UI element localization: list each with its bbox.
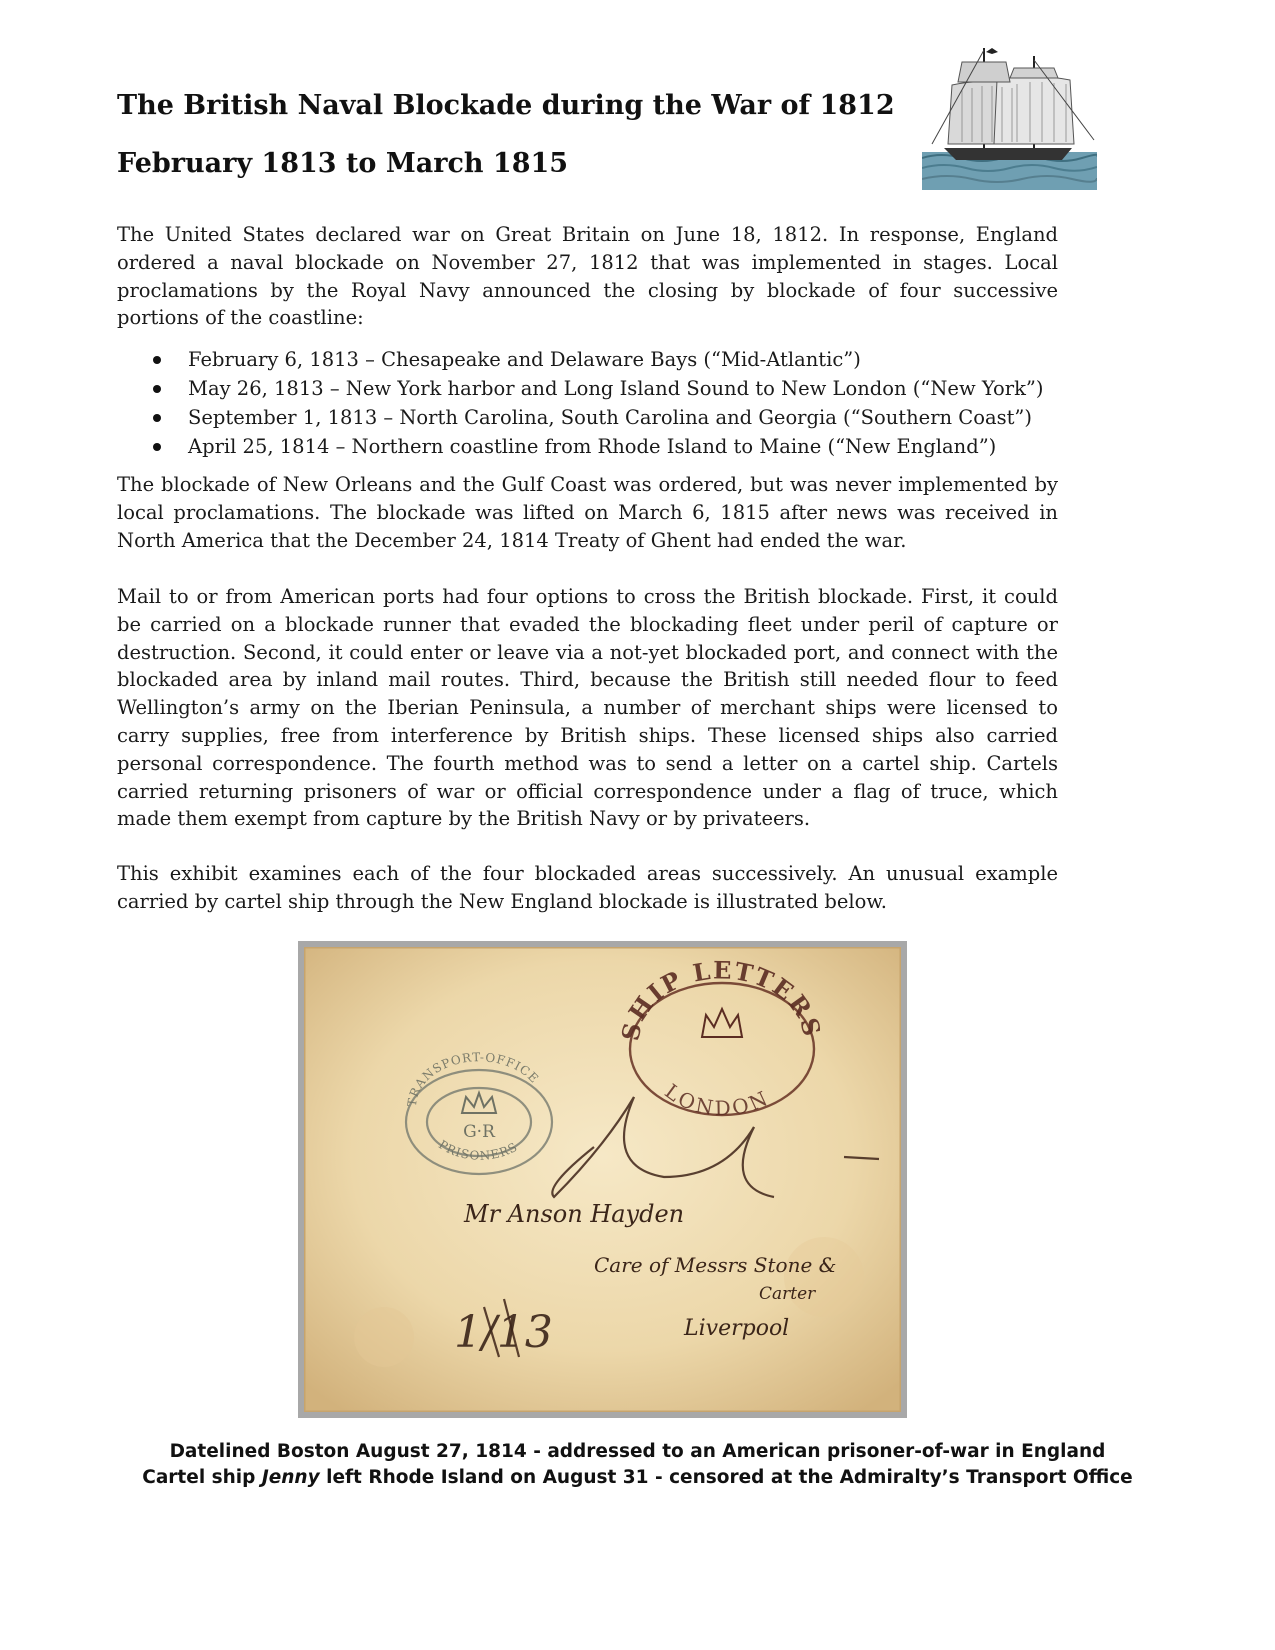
stamp-right-bottom: LONDON <box>660 1078 774 1121</box>
address-line-2: Care of Messrs Stone & <box>594 1253 837 1277</box>
exhibit-paragraph: This exhibit examines each of the four blockaded areas successively. An unusual example carried by cartel ship through the New England blockade is illustrated below. <box>117 862 1058 913</box>
stamp-monogram: G·R <box>463 1122 495 1142</box>
cover-image-frame <box>298 941 907 1418</box>
list-item: April 25, 1814 – Northern coastline from Rhode Island to Maine (“New England”) <box>150 432 1044 461</box>
rate-marking: 1/13 <box>454 1307 553 1358</box>
address-line-1: Mr Anson Hayden <box>464 1200 685 1228</box>
stamp-right-text: SHIP LETTERS <box>615 955 828 1044</box>
list-item: May 26, 1813 – New York harbor and Long Island Sound to New London (“New York”) <box>150 374 1044 403</box>
address-line-3: Carter <box>759 1284 816 1304</box>
page-title: The British Naval Blockade during the War of 1812 <box>117 90 895 121</box>
intro-paragraph: The United States declared war on Great Britain on June 18, 1812. In response, England ordered a naval blockade on November 27, 1812 that was implemented in stages. Local proclamations by the Royal Navy announced the closing by blockade of four successive portions of the coastline: <box>117 223 1058 330</box>
ship-name: Jenny <box>261 1467 320 1488</box>
blockade-lifted-paragraph: The blockade of New Orleans and the Gulf Coast was ordered, but was never implemented by local proclamations. The blockade was lifted on March 6, 1815 after news was received in North America that the December 24, 1814 Treaty of Ghent had ended the war. <box>117 473 1058 552</box>
stamp-left-text: TRANSPORT-OFFICE <box>404 1050 542 1108</box>
list-item: September 1, 1813 – North Carolina, South Carolina and Georgia (“Southern Coast”) <box>150 403 1044 432</box>
cover-caption-line-2 <box>100 1467 1175 1488</box>
list-item: February 6, 1813 – Chesapeake and Delaware Bays (“Mid-Atlantic”) <box>150 345 1044 374</box>
address-line-4: Liverpool <box>684 1316 790 1341</box>
cover-caption-line-1: Datelined Boston August 27, 1814 - addressed to an American prisoner-of-war in England <box>169 1441 1106 1462</box>
page-subtitle: February 1813 to March 1815 <box>117 148 569 179</box>
caption-text: Cartel ship <box>142 1467 262 1488</box>
sailing-ship-illustration <box>922 40 1097 190</box>
blockade-dates-list <box>150 345 1044 461</box>
postal-cover-image <box>304 947 901 1412</box>
caption-text: left Rhode Island on August 31 - censored at the Admiralty’s Transport Office <box>319 1467 1133 1488</box>
mail-options-paragraph: Mail to or from American ports had four options to cross the British blockade. First, it could be carried on a blockade runner that evaded the blockading fleet under peril of capture or destruction. Second, it could enter or leave via a not-yet blockaded port, and connect with the blockaded area by inland mail routes. Third, because the British still needed flour to feed Wellington’s army on the Iberian Peninsula, a number of merchant ships were licensed to carry supplies, free from interference by British ships. These licensed ships also carried personal correspondence. The fourth method was to send a letter on a cartel ship. Cartels carried returning prisoners of war or official correspondence under a flag of truce, which made them exempt from capture by the British Navy or by privateers. <box>117 585 1058 831</box>
stamp-left-bottom: PRISONERS <box>436 1137 521 1163</box>
